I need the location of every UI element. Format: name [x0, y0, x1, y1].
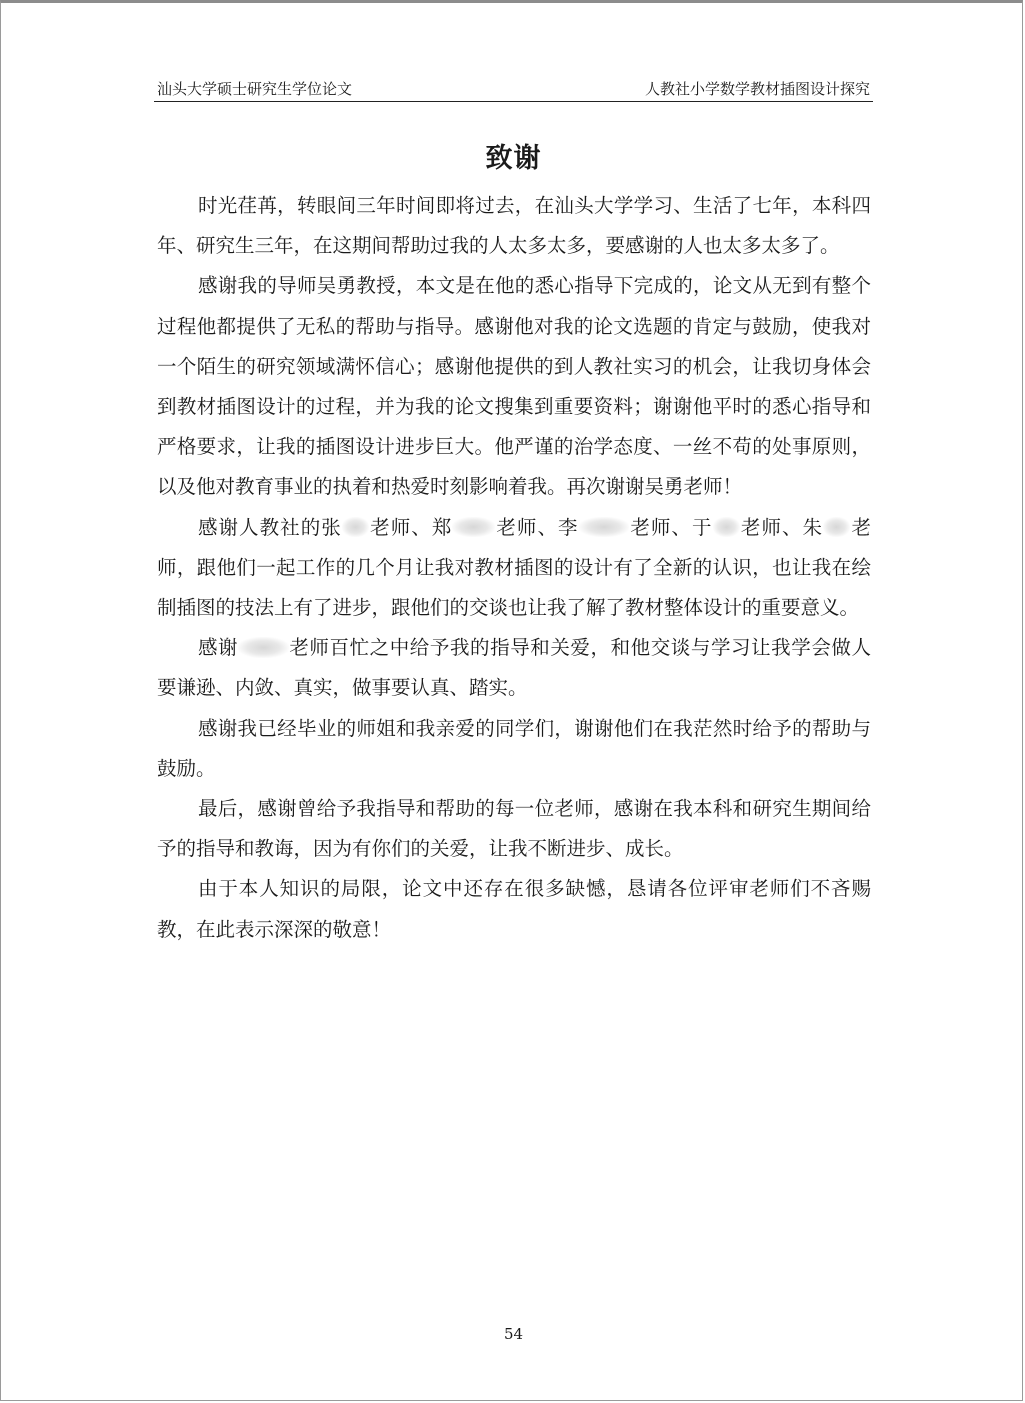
- redacted-name-blur: [823, 517, 850, 537]
- running-header: [154, 79, 873, 102]
- paragraph-6: 最后，感谢曾给予我指导和帮助的每一位老师，感谢在我本科和研究生期间给予的指导和教诲，因为有你们的关爱，让我不断进步、成长。: [157, 797, 871, 861]
- paragraph-3-text-4: 老师、于: [629, 515, 713, 539]
- paragraph-3-text-6: 老师，跟他们一起工作的几个月让我对教材插图的设计有了全新的认识，也让我在绘制插图的技法上有了进步，跟他们的交谈也让我了解了教材整体设计的重要意义。: [157, 515, 871, 620]
- paragraph-5: 感谢我已经毕业的师姐和我亲爱的同学们，谢谢他们在我茫然时给予的帮助与鼓励。: [157, 716, 871, 780]
- acknowledgement-body: [157, 186, 871, 950]
- paragraph-4-text-2: 老师百忙之中给予我的指导和关爱，和他交谈与学习让我学会做人要谦逊、内敛、真实，做事要认真、踏实。: [157, 636, 871, 700]
- paragraph-7: 由于本人知识的局限，论文中还存在很多缺憾，恳请各位评审老师们不吝赐教，在此表示深深的敬意！: [157, 877, 871, 941]
- redacted-name-blur: [342, 517, 369, 537]
- paragraph-4: [157, 628, 871, 708]
- redacted-name-blur: [238, 637, 289, 657]
- redacted-name-blur: [713, 517, 740, 537]
- header-thesis-title: 人教社小学数学教材插图设计探究: [644, 80, 870, 98]
- header-university-title: 汕头大学硕士研究生学位论文: [157, 80, 353, 98]
- paragraph-3-text-1: 感谢人教社的张: [197, 515, 342, 539]
- page-title: 致谢: [485, 143, 542, 174]
- paragraph-1: 时光荏苒，转眼间三年时间即将过去，在汕头大学学习、生活了七年，本科四年、研究生三年，在这期间帮助过我的人太多太多，要感谢的人也太多太多了。: [157, 194, 871, 258]
- paragraph-4-text-1: 感谢: [197, 636, 239, 660]
- paragraph-3-text-2: 老师、郑: [369, 515, 453, 539]
- paragraph-2: 感谢我的导师吴勇教授，本文是在他的悉心指导下完成的，论文从无到有整个过程他都提供了无私的帮助与指导。感谢他对我的论文选题的肯定与鼓励，使我对一个陌生的研究领域满怀信心；感谢他提供的到人教社实习的机会，让我切身体会到教材插图设计的过程，并为我的论文搜集到重要资料；谢谢他平时的悉心指导和严格要求，让我的插图设计进步巨大。他严谨的治学态度、一丝不苟的处事原则，以及他对教育事业的执着和热爱时刻影响着我。再次谢谢吴勇老师！: [157, 274, 871, 499]
- redacted-name-blur: [452, 517, 495, 537]
- redacted-name-blur: [579, 517, 630, 537]
- paragraph-3-text-5: 老师、朱: [739, 515, 824, 539]
- paragraph-3-text-3: 老师、李: [495, 515, 579, 539]
- page-number: 54: [503, 1325, 524, 1343]
- paragraph-3: [157, 508, 871, 629]
